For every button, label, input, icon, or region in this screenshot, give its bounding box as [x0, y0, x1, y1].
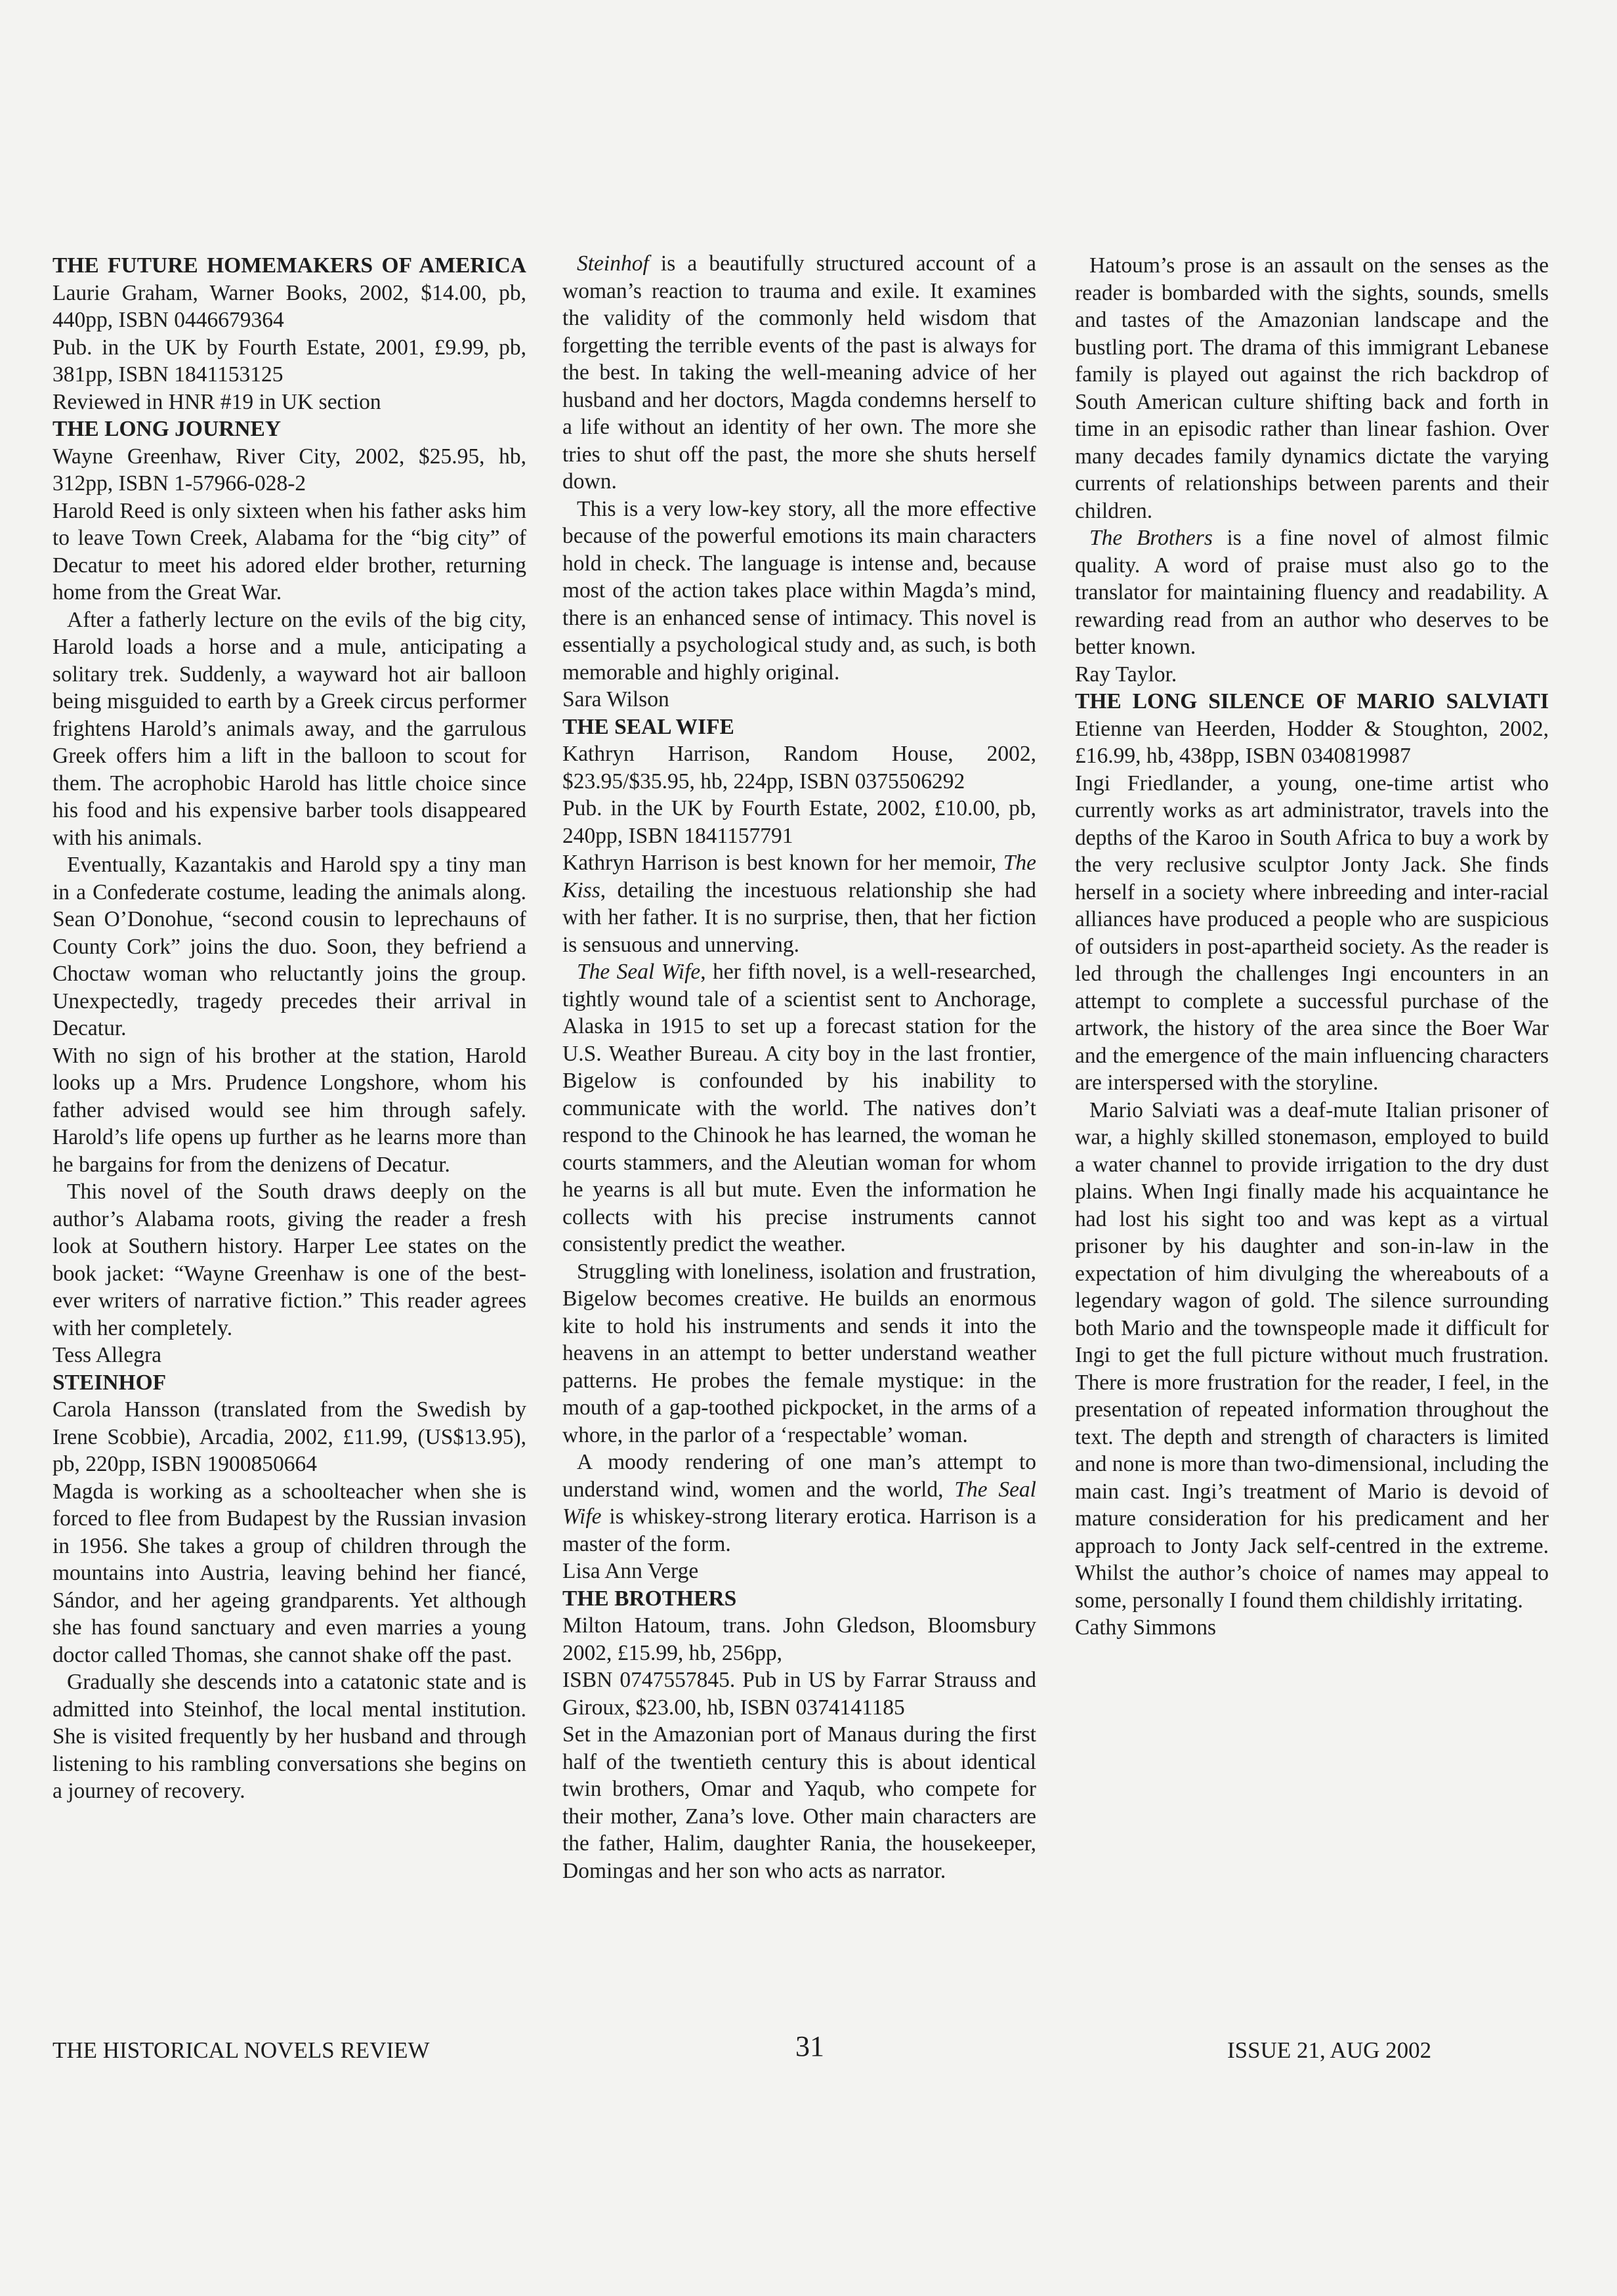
review-seal-wife	[562, 713, 1036, 1585]
review-paragraph: Ingi Friedlander, a young, one-time artist who currently works as art administrator, travels into the depths of the Karoo in South Africa to buy a work by the very reclusive sculptor Jonty Jack. She finds herself in a society where inbreeding and inter-racial alliances have produced a people who are suspicious of outsiders in post-apartheid society. As the reader is led through the challenges Ingi encounters in an attempt to complete a successful purchase of the artwork, the history of the area since the Boer War and the emergence of the main influencing characters are interspersed with the storyline.	[1075, 771, 1549, 1095]
review-paragraph: Steinhof is a beautifully structured account of a woman’s reaction to trauma and exile. It examines the validity of the commonly held wisdom that forgetting the terrible events of the past is always for the best. In taking the well-meaning advice of her husband and her doctors, Magda condemns herself to a life without an identity of her own. The more she tries to shut off the past, the more she shuts herself down.	[562, 251, 1036, 494]
review-details: Pub. in the UK by Fourth Estate, 2002, £10.00, pb, 240pp, ISBN 1841157791	[562, 796, 1036, 848]
review-paragraph: The Seal Wife, her fifth novel, is a well-researched, tightly wound tale of a scientist sent to Anchorage, Alaska in 1915 to set up a forecast station for the U.S. Weather Bureau. A city boy in the last frontier, Bigelow is confounded by his inability to communicate with the world. The natives don’t respond to the Chinook he has learned, the woman he courts stammers, and the Aleutian woman for whom he yearns is all but mute. Even the information he collects with his precise instruments cannot consistently predict the weather.	[562, 960, 1036, 1256]
review-paragraph: Set in the Amazonian port of Manaus during the first half of the twentieth century this is about identical twin brothers, Omar and Yaqub, who compete for their mother, Zana’s love. Other main characters are the father, Halim, daughter Rania, the housekeeper, Domingas and her son who acts as narrator.	[562, 1722, 1036, 1883]
review-paragraph: After a fatherly lecture on the evils of the big city, Harold loads a horse and a mule, anticipating a solitary trek. Suddenly, a wayward hot air balloon being misguided to earth by a Greek circus performer frightens Harold’s animals away, and the garrulous Greek offers him a lift in the balloon to scout for them. The acrophobic Harold has little choice since his food and his expensive barber tools disappeared with his animals.	[52, 607, 526, 850]
review-paragraph: Gradually she descends into a catatonic state and is admitted into Steinhof, the local mental institution. She is visited frequently by her husband and through listening to his rambling conversations she begins on a journey of recovery.	[52, 1670, 526, 1803]
review-paragraph: Mario Salviati was a deaf-mute Italian prisoner of war, a highly skilled stonemason, employed to build a water channel to provide irrigation to the dry dust plains. When Ingi finally made his acquaintance he had lost his sight too and was kept as a virtual prisoner by his daughter and son-in-law in the expectation of him divulging the whereabouts of a legendary wagon of gold. The silence surrounding both Mario and the townspeople made it difficult for Ingi to get the full picture without much frustration. There is more frustration for the reader, I feel, in the presentation of repeated information throughout the text. The depth and strength of characters is limited and none is more than two-dimensional, including the main cast. Ingi’s treatment of Mario is devoid of mature consideration for his predicament and her approach to Jonty Jack self-centred in the extreme. Whilst the author’s choice of names may appeal to some, personally I found them childishly irritating.	[1075, 1097, 1549, 1613]
review-future-homemakers	[52, 252, 526, 415]
page-number: 31	[795, 2030, 824, 2062]
review-details: Pub. in the UK by Fourth Estate, 2001, £9.99, pb, 381pp, ISBN 1841153125	[52, 335, 526, 387]
review-title: THE LONG JOURNEY	[52, 417, 282, 441]
review-paragraph: Eventually, Kazantakis and Harold spy a tiny man in a Confederate costume, leading the animals along. Sean O’Donohue, “second cousin to leprechauns of County Cork” joins the duo. Soon, they befriend a Choctaw woman who reluctantly joins the group. Unexpectedly, tragedy precedes their arrival in Decatur.	[52, 853, 526, 1040]
column-2	[562, 251, 1036, 1883]
footer-issue: ISSUE 21, AUG 2002	[1227, 2037, 1432, 2063]
reviewer-name: Sara Wilson	[562, 687, 669, 712]
column-1	[52, 252, 526, 1805]
review-steinhof-continued	[562, 250, 1036, 713]
review-paragraph: Struggling with loneliness, isolation and frustration, Bigelow becomes creative. He builds an enormous kite to hold his instruments and sends it into the heavens in an attempt to better understand weather patterns. He probes the female mystique: in the mouth of a gap-toothed pickpocket, in the arms of a whore, in the parlor of a ‘respectable’ woman.	[562, 1259, 1036, 1447]
review-paragraph: Magda is working as a schoolteacher when she is forced to flee from Budapest by the Russian invasion in 1956. She takes a group of children through the mountains into Austria, leaving behind her fiancé, Sándor, and her ageing grandparents. Yet although she has found sanctuary and even marries a young doctor called Thomas, she cannot shake off the past.	[52, 1479, 526, 1667]
book-title: The Seal Wife	[562, 1477, 1036, 1529]
review-paragraph: The Brothers is a fine novel of almost filmic quality. A word of praise must also go to the translator for maintaining fluency and readability. A rewarding read from an author who deserves to be better known.	[1075, 526, 1549, 659]
review-paragraph: Hatoum’s prose is an assault on the senses as the reader is bombarded with the sights, sounds, smells and tastes of the Amazonian landscape and the bustling port. The drama of this immigrant Lebanese family is played out against the rich backdrop of South American culture shifting back and forth in time in an episodic rather than linear fashion. Over many decades family dynamics dictate the varying currents of relationships between parents and their children.	[1075, 253, 1549, 523]
review-brothers-continued	[1075, 252, 1549, 688]
book-title: Steinhof	[577, 251, 649, 276]
review-steinhof	[52, 1369, 526, 1805]
review-title: STEINHOF	[52, 1370, 167, 1395]
review-brothers	[562, 1585, 1036, 1883]
book-title: The Brothers	[1089, 526, 1213, 550]
review-title: THE FUTURE HOMEMAKERS OF AMERICA	[52, 253, 526, 278]
review-paragraph: Harold Reed is only sixteen when his father asks him to leave Town Creek, Alabama for the “big city” of Decatur to meet his adored elder brother, returning home from the Great War.	[52, 498, 526, 605]
review-details: Milton Hatoum, trans. John Gledson, Bloomsbury 2002, £15.99, hb, 256pp,	[562, 1613, 1036, 1665]
review-details: Etienne van Heerden, Hodder & Stoughton, 2002, £16.99, hb, 438pp, ISBN 0340819987	[1075, 716, 1549, 768]
review-details: Laurie Graham, Warner Books, 2002, $14.00, pb, 440pp, ISBN 0446679364	[52, 280, 526, 332]
review-title: THE LONG SILENCE OF MARIO SALVIATI	[1075, 689, 1549, 713]
reviewer-name: Cathy Simmons	[1075, 1615, 1216, 1640]
review-paragraph: This novel of the South draws deeply on the author’s Alabama roots, giving the reader a fresh look at Southern history. Harper Lee states on the book jacket: “Wayne Greenhaw is one of the best-ever writers of narrative fiction.” This reader agrees with her completely.	[52, 1180, 526, 1340]
reviewer-name: Tess Allegra	[52, 1343, 162, 1367]
column-3	[1075, 252, 1549, 1642]
footer-publication: THE HISTORICAL NOVELS REVIEW	[52, 2037, 430, 2063]
review-details: Carola Hansson (translated from the Swedish by Irene Scobbie), Arcadia, 2002, £11.99, (US$13.95), pb, 220pp, ISBN 1900850664	[52, 1397, 526, 1476]
review-title: THE SEAL WIFE	[562, 714, 734, 739]
review-paragraph: Kathryn Harrison is best known for her memoir, The Kiss, detailing the incestuous relationship she had with her father. It is no surprise, then, that her fiction is sensuous and unnerving.	[562, 851, 1036, 957]
reviewer-name: Lisa Ann Verge	[562, 1559, 699, 1583]
review-details: Reviewed in HNR #19 in UK section	[52, 389, 381, 414]
book-title: The Kiss	[562, 851, 1036, 903]
review-mario-salviati	[1075, 688, 1549, 1642]
review-details: Kathryn Harrison, Random House, 2002, $23.95/$35.95, hb, 224pp, ISBN 0375506292	[562, 742, 1036, 794]
review-paragraph: With no sign of his brother at the station, Harold looks up a Mrs. Prudence Longshore, whom his father advised would see him through safely. Harold’s life opens up further as he learns more than he bargains for from the denizens of Decatur.	[52, 1043, 526, 1177]
review-long-journey	[52, 415, 526, 1369]
reviewer-name: Ray Taylor.	[1075, 662, 1177, 687]
review-title: THE BROTHERS	[562, 1586, 737, 1611]
review-details: Wayne Greenhaw, River City, 2002, $25.95, hb, 312pp, ISBN 1-57966-028-2	[52, 444, 526, 496]
review-paragraph: This is a very low-key story, all the more effective because of the powerful emotions its main characters hold in check. The language is intense and, because most of the action takes place within Magda’s mind, there is an enhanced sense of intimacy. This novel is essentially a psychological study and, as such, is both memorable and highly original.	[562, 496, 1036, 685]
review-details: ISBN 0747557845. Pub in US by Farrar Strauss and Giroux, $23.00, hb, ISBN 0374141185	[562, 1668, 1036, 1720]
book-title: The Seal Wife	[577, 960, 701, 984]
review-paragraph: A moody rendering of one man’s attempt to understand wind, women and the world, The Seal Wife is whiskey-strong literary erotica. Harrison is a master of the form.	[562, 1450, 1036, 1556]
